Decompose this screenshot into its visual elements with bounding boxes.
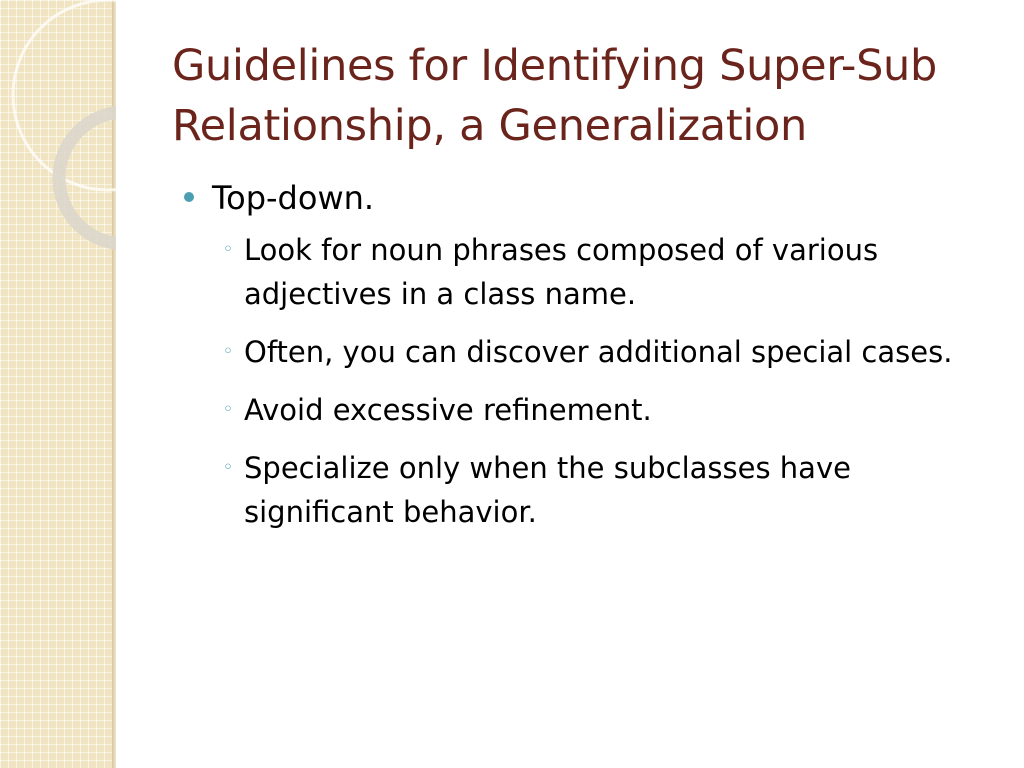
slide-body bbox=[182, 174, 982, 548]
sub-bullet-noun-phrases bbox=[222, 228, 982, 316]
slide-title-line-1: Guidelines for Identifying Super-Sub bbox=[172, 41, 938, 91]
slide-title bbox=[172, 36, 992, 156]
decorative-arcs bbox=[0, 0, 116, 300]
circle-bullet-icon: ◦ bbox=[222, 239, 234, 260]
bullet-text: Top-down. bbox=[212, 179, 375, 217]
sub-bullet-avoid-refinement bbox=[222, 388, 982, 432]
slide-title-line-2: Relationship, a Generalization bbox=[172, 101, 808, 151]
circle-bullet-icon: ◦ bbox=[222, 341, 234, 362]
round-bullet-icon bbox=[184, 192, 194, 202]
sub-bullet-specialize bbox=[222, 446, 982, 534]
sub-bullet-special-cases bbox=[222, 330, 982, 374]
circle-bullet-icon: ◦ bbox=[222, 457, 234, 478]
sub-bullet-text: Often, you can discover additional special cases. bbox=[244, 335, 953, 369]
sub-bullet-text: Avoid excessive refinement. bbox=[244, 393, 652, 427]
bullet-top-down bbox=[182, 174, 982, 222]
circle-bullet-icon: ◦ bbox=[222, 399, 234, 420]
sub-bullet-text: Look for noun phrases composed of various adjectives in a class name. bbox=[244, 233, 879, 311]
sub-bullet-text: Specialize only when the subclasses have significant behavior. bbox=[244, 451, 851, 529]
